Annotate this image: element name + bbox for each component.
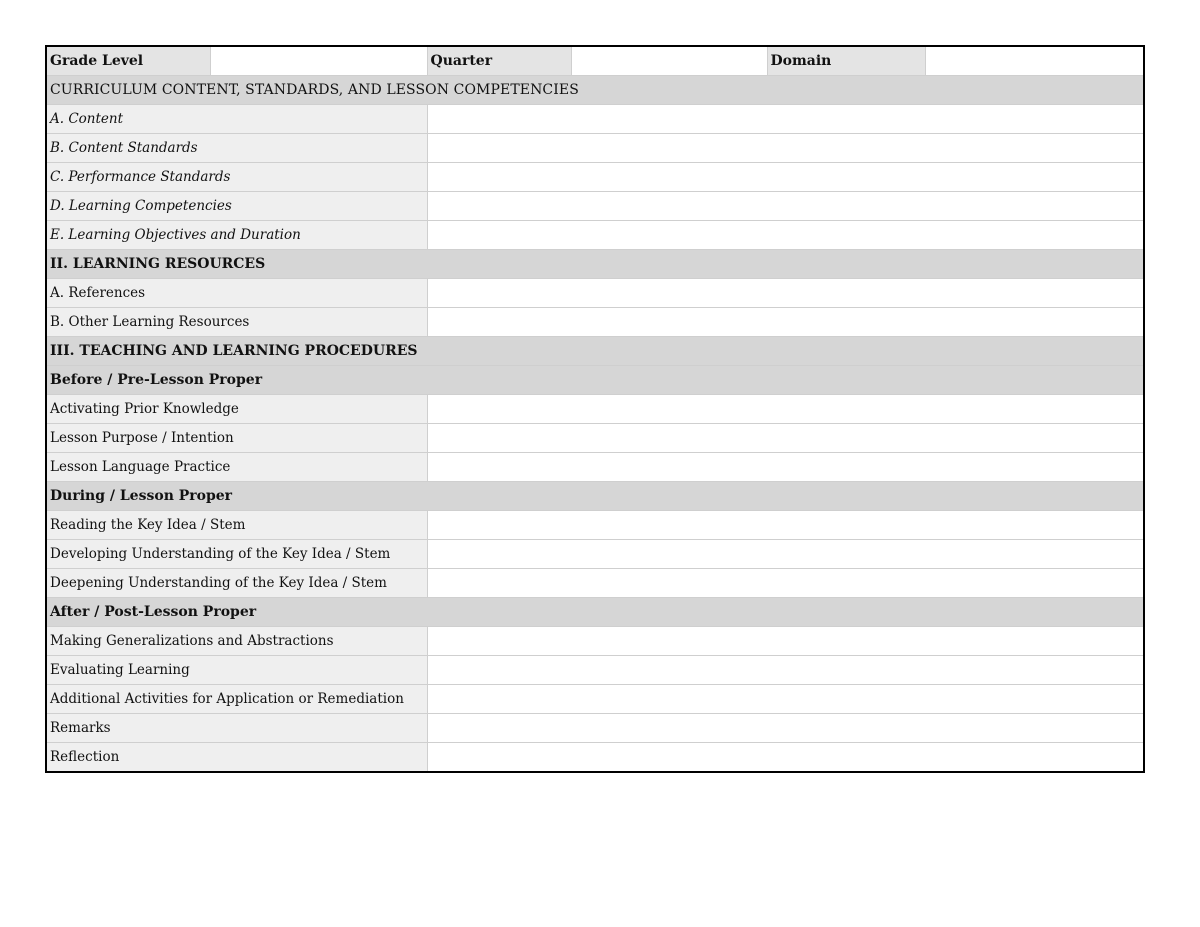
table-row — [46, 134, 1144, 163]
activating-prior-knowledge-label: Activating Prior Knowledge — [46, 395, 427, 424]
domain-label: Domain — [767, 46, 925, 76]
table-row — [46, 511, 1144, 540]
table-row — [46, 279, 1144, 308]
table-row — [46, 105, 1144, 134]
during-lesson-title: During / Lesson Proper — [46, 482, 1144, 511]
domain-field[interactable] — [925, 46, 1144, 76]
reading-key-idea-label: Reading the Key Idea / Stem — [46, 511, 427, 540]
remarks-field[interactable] — [427, 714, 1144, 743]
table-row — [46, 453, 1144, 482]
section-curriculum-title: CURRICULUM CONTENT, STANDARDS, AND LESSON COMPETENCIES — [46, 76, 1144, 105]
reflection-label: Reflection — [46, 743, 427, 773]
other-resources-field[interactable] — [427, 308, 1144, 337]
quarter-label: Quarter — [427, 46, 571, 76]
subsection-header-row — [46, 482, 1144, 511]
section-resources-title: II. LEARNING RESOURCES — [46, 250, 1144, 279]
table-row — [46, 308, 1144, 337]
table-row — [46, 221, 1144, 250]
table-row — [46, 685, 1144, 714]
references-label: A. References — [46, 279, 427, 308]
subsection-header-row — [46, 366, 1144, 395]
table-row — [46, 163, 1144, 192]
table-row — [46, 395, 1144, 424]
grade-level-field[interactable] — [210, 46, 427, 76]
table-row — [46, 192, 1144, 221]
table-row — [46, 656, 1144, 685]
table-row — [46, 424, 1144, 453]
content-standards-field[interactable] — [427, 134, 1144, 163]
table-row — [46, 540, 1144, 569]
before-lesson-title: Before / Pre-Lesson Proper — [46, 366, 1144, 395]
reading-key-idea-field[interactable] — [427, 511, 1144, 540]
reflection-field[interactable] — [427, 743, 1144, 773]
table-row — [46, 627, 1144, 656]
lesson-purpose-field[interactable] — [427, 424, 1144, 453]
evaluating-learning-label: Evaluating Learning — [46, 656, 427, 685]
quarter-field[interactable] — [571, 46, 767, 76]
other-resources-label: B. Other Learning Resources — [46, 308, 427, 337]
lesson-plan-table — [45, 45, 1145, 773]
content-standards-label: B. Content Standards — [46, 134, 427, 163]
making-generalizations-field[interactable] — [427, 627, 1144, 656]
deepening-understanding-field[interactable] — [427, 569, 1144, 598]
making-generalizations-label: Making Generalizations and Abstractions — [46, 627, 427, 656]
performance-standards-label: C. Performance Standards — [46, 163, 427, 192]
lesson-purpose-label: Lesson Purpose / Intention — [46, 424, 427, 453]
table-row — [46, 714, 1144, 743]
lesson-language-practice-label: Lesson Language Practice — [46, 453, 427, 482]
section-header-row — [46, 76, 1144, 105]
table-row — [46, 569, 1144, 598]
content-field[interactable] — [427, 105, 1144, 134]
table-row — [46, 743, 1144, 773]
performance-standards-field[interactable] — [427, 163, 1144, 192]
developing-understanding-field[interactable] — [427, 540, 1144, 569]
section-header-row — [46, 250, 1144, 279]
header-row — [46, 46, 1144, 76]
section-header-row — [46, 337, 1144, 366]
section-procedures-title: III. TEACHING AND LEARNING PROCEDURES — [46, 337, 1144, 366]
learning-objectives-label: E. Learning Objectives and Duration — [46, 221, 427, 250]
deepening-understanding-label: Deepening Understanding of the Key Idea / Stem — [46, 569, 427, 598]
remarks-label: Remarks — [46, 714, 427, 743]
lesson-language-practice-field[interactable] — [427, 453, 1144, 482]
lesson-plan-page — [45, 45, 1143, 773]
additional-activities-label: Additional Activities for Application or Remediation — [46, 685, 427, 714]
learning-competencies-label: D. Learning Competencies — [46, 192, 427, 221]
evaluating-learning-field[interactable] — [427, 656, 1144, 685]
activating-prior-knowledge-field[interactable] — [427, 395, 1144, 424]
after-lesson-title: After / Post-Lesson Proper — [46, 598, 1144, 627]
learning-competencies-field[interactable] — [427, 192, 1144, 221]
learning-objectives-field[interactable] — [427, 221, 1144, 250]
content-label: A. Content — [46, 105, 427, 134]
references-field[interactable] — [427, 279, 1144, 308]
grade-level-label: Grade Level — [46, 46, 210, 76]
subsection-header-row — [46, 598, 1144, 627]
developing-understanding-label: Developing Understanding of the Key Idea / Stem — [46, 540, 427, 569]
additional-activities-field[interactable] — [427, 685, 1144, 714]
